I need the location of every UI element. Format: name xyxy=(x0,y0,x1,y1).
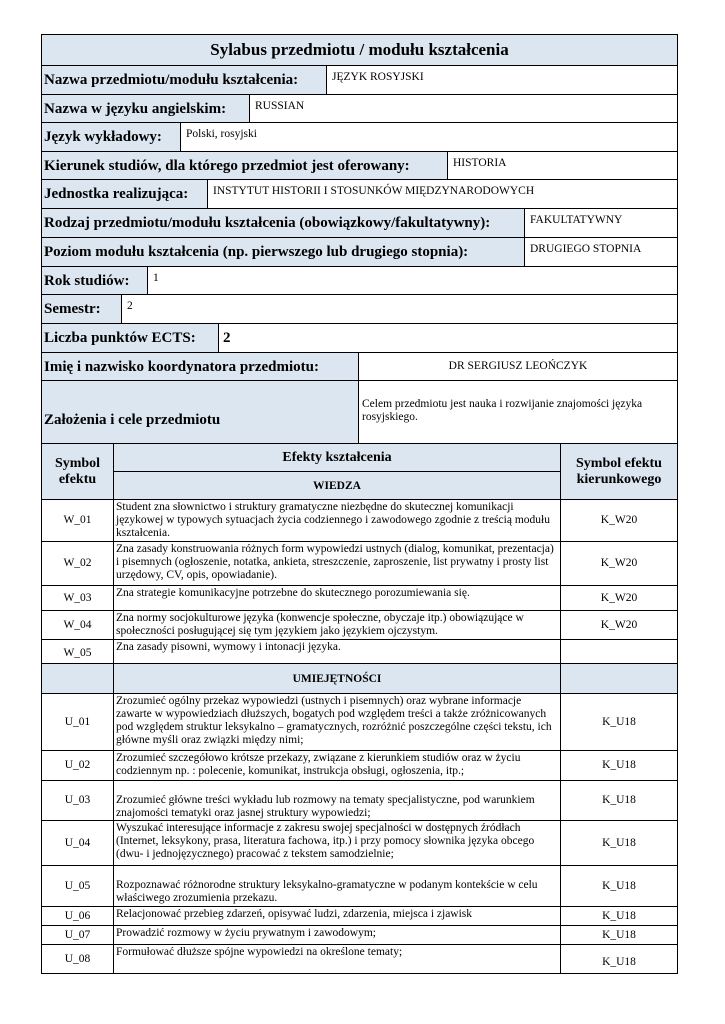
u04-kier: K_U18 xyxy=(560,820,678,866)
u03-kier: K_U18 xyxy=(560,780,678,821)
u01-text: Zrozumieć ogólny przekaz wypowiedzi (ustnych i pisemnych) oraz wybrane informacje zawarte w wypowiedziach dłuższych, bogatych pod względem treści a także zróżnicowanych pod względem struktur leksykalno – gramatycznych, rozróżnić poszczególne części tekstu, ich główne myśli oraz związki między nimi; xyxy=(113,693,561,751)
level-label: Poziom modułu kształcenia (np. pierwszego lub drugiego stopnia): xyxy=(41,237,525,267)
u02-text: Zrozumieć szczegółowo krótsze przekazy, związane z kierunkiem studiów oraz w życiu codziennym np. : polecenie, komunikat, instrukcja obsługi, ogłoszenia, itp.; xyxy=(113,750,561,781)
umiejetnosci-left-cell xyxy=(41,663,114,694)
w03-kier: K_W20 xyxy=(560,585,678,611)
level-value: DRUGIEGO STOPNIA xyxy=(524,237,678,267)
w02-text: Zna zasady konstruowania różnych form wypowiedzi ustnych (dialog, komunikat, prezentacja) i pisemnych (ogłoszenie, notatka, ankieta, streszczenie, zaproszenie, list prywatny i prosty list urzędowy, CV, opis, opowiadanie). xyxy=(113,541,561,586)
u05-text: Rozpoznawać różnorodne struktury leksykalno-gramatyczne w podanym kontekście w celu właściwego zrozumienia przekazu. xyxy=(113,865,561,907)
w03-symbol: W_03 xyxy=(41,585,114,611)
col-symbol-header: Symbol efektu xyxy=(41,443,114,500)
year-label: Rok studiów: xyxy=(41,266,148,295)
u01-symbol: U_01 xyxy=(41,693,114,751)
u08-text: Formułować dłuższe spójne wypowiedzi na określone tematy; xyxy=(113,944,561,974)
w01-kier: K_W20 xyxy=(560,499,678,542)
umiejetnosci-header: UMIEJĘTNOŚCI xyxy=(113,663,561,694)
u01-kier: K_U18 xyxy=(560,693,678,751)
u07-kier: K_U18 xyxy=(560,925,678,945)
type-label: Rodzaj przedmiotu/modułu kształcenia (obowiązkowy/fakultatywny): xyxy=(41,208,525,238)
w01-text: Student zna słownictwo i struktury gramatyczne niezbędne do skutecznej komunikacji językowej w typowych sytuacjach życia codziennego i zawodowego zgodnie z treścią modułu kształcenia. xyxy=(113,499,561,542)
u06-symbol: U_06 xyxy=(41,906,114,926)
field-of-study-value: HISTORIA xyxy=(447,151,678,180)
w05-kier xyxy=(560,639,678,664)
w04-kier: K_W20 xyxy=(560,610,678,640)
u07-text: Prowadzić rozmowy w życiu prywatnym i zawodowym; xyxy=(113,925,561,945)
ects-value: 2 xyxy=(218,323,678,353)
objectives-label: Założenia i cele przedmiotu xyxy=(41,380,359,444)
w02-kier: K_W20 xyxy=(560,541,678,586)
objectives-value: Celem przedmiotu jest nauka i rozwijanie znajomości języka rosyjskiego. xyxy=(358,380,678,444)
syllabus-title: Sylabus przedmiotu / modułu kształcenia xyxy=(41,34,678,66)
u08-symbol: U_08 xyxy=(41,944,114,974)
w03-text: Zna strategie komunikacyjne potrzebne do skutecznego porozumiewania się. xyxy=(113,585,561,611)
u02-kier: K_U18 xyxy=(560,750,678,781)
u02-symbol: U_02 xyxy=(41,750,114,781)
subject-name-value: JĘZYK ROSYJSKI xyxy=(326,65,678,95)
u06-kier: K_U18 xyxy=(560,906,678,926)
language-label: Język wykładowy: xyxy=(41,122,181,152)
english-name-value: RUSSIAN xyxy=(249,94,678,123)
w01-symbol: W_01 xyxy=(41,499,114,542)
u03-symbol: U_03 xyxy=(41,780,114,821)
u05-symbol: U_05 xyxy=(41,865,114,907)
w05-text: Zna zasady pisowni, wymowy i intonacji języka. xyxy=(113,639,561,664)
semester-value: 2 xyxy=(121,294,678,324)
u05-kier: K_U18 xyxy=(560,865,678,907)
coordinator-label: Imię i nazwisko koordynatora przedmiotu: xyxy=(41,352,359,381)
type-value: FAKULTATYWNY xyxy=(524,208,678,238)
w04-symbol: W_04 xyxy=(41,610,114,640)
u07-symbol: U_07 xyxy=(41,925,114,945)
wiedza-header: WIEDZA xyxy=(113,471,561,500)
u04-symbol: U_04 xyxy=(41,820,114,866)
semester-label: Semestr: xyxy=(41,294,122,324)
year-value: 1 xyxy=(147,266,678,295)
english-name-label: Nazwa w języku angielskim: xyxy=(41,94,250,123)
w05-symbol: W_05 xyxy=(41,639,114,664)
w04-text: Zna normy socjokulturowe języka (konwencje społeczne, obyczaje itp.) obowiązujące w społeczności posługującej się tym językiem jako językiem ojczystym. xyxy=(113,610,561,640)
subject-name-label: Nazwa przedmiotu/modułu kształcenia: xyxy=(41,65,327,95)
u06-text: Relacjonować przebieg zdarzeń, opisywać ludzi, zdarzenia, miejsca i zjawisk xyxy=(113,906,561,926)
u08-kier: K_U18 xyxy=(560,944,678,974)
u03-text: Zrozumieć główne treści wykładu lub rozmowy na tematy specjalistyczne, pod warunkiem znajomości tematyki oraz jasnej struktury wypowiedzi; xyxy=(113,780,561,821)
u04-text: Wyszukać interesujące informacje z zakresu swojej specjalności w dostępnych źródłach (Internet, leksykony, prasa, literatura fachowa, itp.) i przy pomocy słownika języka obcego (dwu- i jednojęzycznego) pracować z tekstem samodzielnie; xyxy=(113,820,561,866)
col-efekty-header: Efekty kształcenia xyxy=(113,443,561,472)
field-of-study-label: Kierunek studiów, dla którego przedmiot jest oferowany: xyxy=(41,151,448,180)
coordinator-value: DR SERGIUSZ LEOŃCZYK xyxy=(358,352,678,381)
ects-label: Liczba punktów ECTS: xyxy=(41,323,219,353)
unit-label: Jednostka realizująca: xyxy=(41,179,208,209)
w02-symbol: W_02 xyxy=(41,541,114,586)
unit-value: INSTYTUT HISTORII I STOSUNKÓW MIĘDZYNARODOWYCH xyxy=(207,179,678,209)
col-kierunkowy-header: Symbol efektu kierunkowego xyxy=(560,443,678,500)
umiejetnosci-right-cell xyxy=(560,663,678,694)
language-value: Polski, rosyjski xyxy=(180,122,678,152)
